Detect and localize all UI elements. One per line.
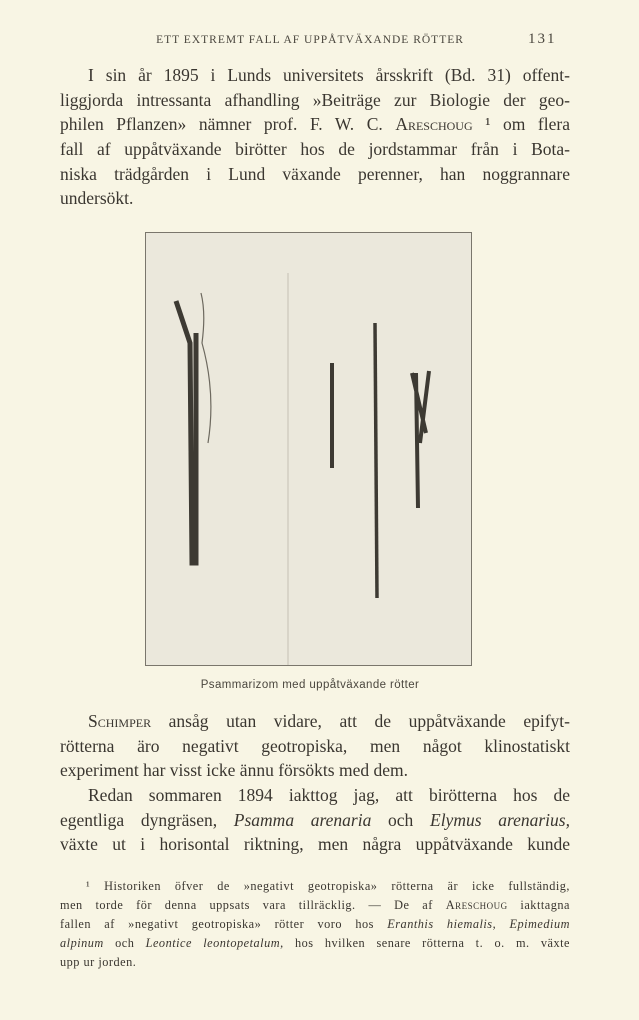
text-line: experiment har visst icke ännu försökts med dem.	[60, 760, 408, 781]
footnote-line: ¹ Historiken öfver de »negativt geotropiska» rötterna är icke fullständig,	[86, 879, 570, 893]
paragraph-3	[60, 783, 570, 857]
paragraph-2	[60, 709, 570, 783]
author-name: Schimper	[88, 711, 152, 731]
figure-caption: Psammarizom med uppåtväxande rötter	[200, 679, 420, 691]
author-name: Areschoug	[395, 114, 473, 135]
text-line: undersökt.	[60, 188, 134, 209]
paragraph-1	[60, 63, 570, 211]
text-line: philen Pflanzen» nämner prof. F. W. C. Areschoug ¹ om flera	[60, 114, 570, 135]
text-line: liggjorda intressanta afhandling »Beiträge zur Biologie der geo-	[60, 89, 570, 110]
running-header: ETT EXTREMT FALL AF UPPÅTVÄXANDE RÖTTER	[156, 34, 464, 46]
text-line: fall af uppåtväxande birötter hos de jordstammar från i Bota-	[60, 139, 570, 160]
footnote-line: men torde för denna uppsats vara tillräcklig. — De af Areschoug iakttagna	[60, 898, 570, 912]
footnote-line: alpinum och Leontice leontopetalum, hos hvilken senare rötterna t. o. m. växte	[60, 936, 570, 950]
text-line: I sin år 1895 i Lunds universitets årsskrift (Bd. 31) offent-	[88, 65, 570, 85]
page-number: 131	[528, 31, 557, 47]
text-line: Schimper ansåg utan vidare, att de uppåtväxande epifyt-	[88, 711, 570, 731]
footnote-line: fallen af »negativt geotropiska» rötter voro hos Eranthis hiemalis, Epimedium	[60, 917, 570, 931]
text-line: niska trädgården i Lund växande perenner, han noggrannare	[60, 163, 570, 184]
plant-roots-image	[146, 233, 471, 665]
figure-photo	[145, 232, 472, 666]
text-line: växte ut i horisontal riktning, men några uppåtväxande kunde	[60, 834, 570, 855]
text-line: egentliga dyngräsen, Psamma arenaria och Elymus arenarius,	[60, 809, 570, 830]
footnote	[60, 877, 570, 972]
text-line: Redan sommaren 1894 iakttog jag, att birötterna hos de	[88, 785, 570, 805]
footnote-line: upp ur jorden.	[60, 955, 137, 969]
text-line: rötterna äro negativt geotropiska, men något klinostatiskt	[60, 735, 570, 756]
